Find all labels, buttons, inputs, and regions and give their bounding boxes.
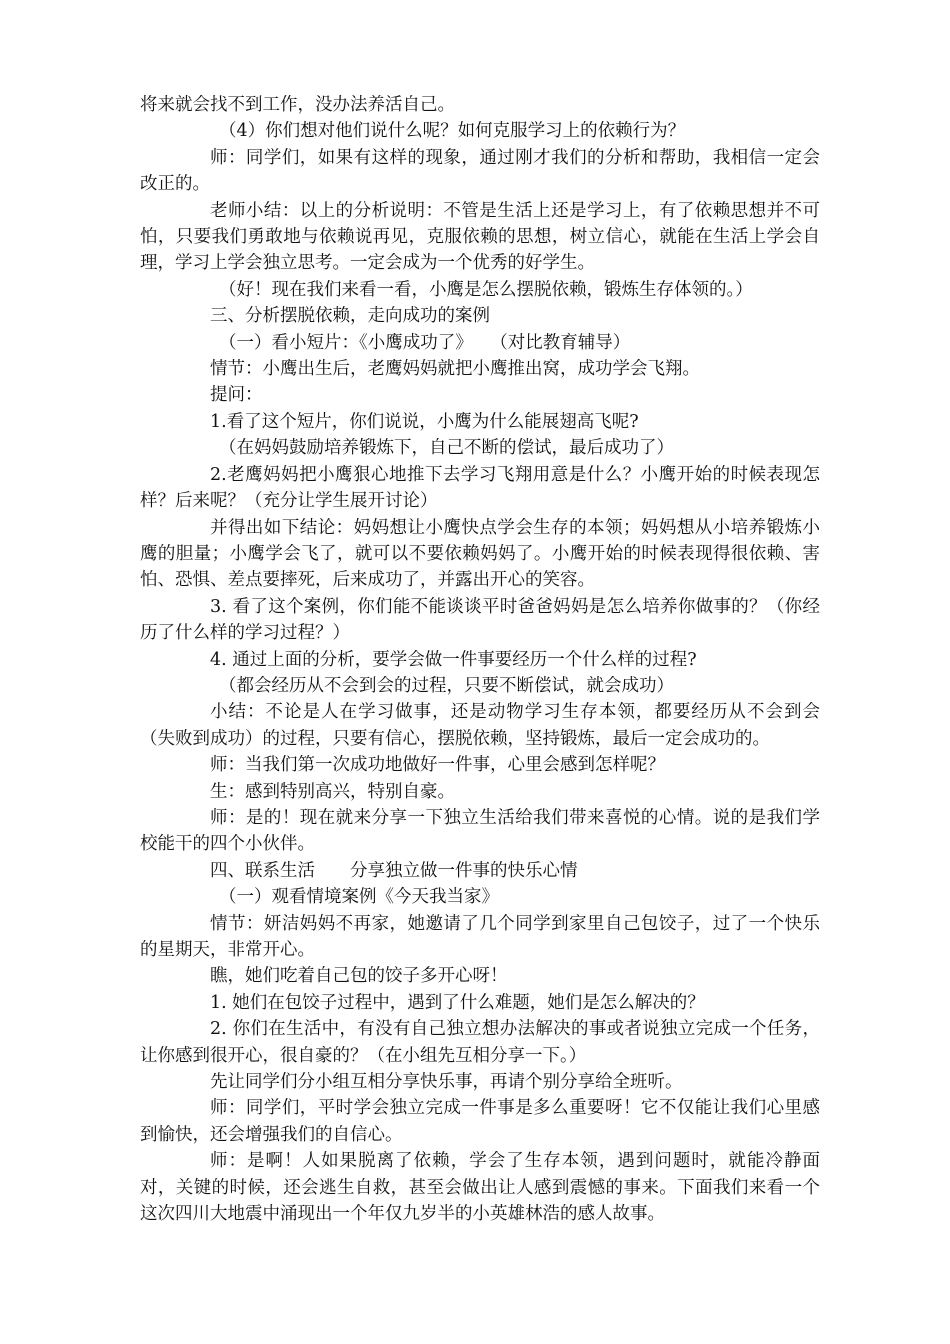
paragraph: 1.看了这个短片，你们说说，小鹰为什么能展翅高飞呢?	[210, 411, 639, 432]
paragraph: 情节：妍洁妈妈不再家，她邀请了几个同学到家里自己包饺子，过了一个快乐的星期天，非常开心。	[140, 913, 820, 960]
paragraph: 瞧，她们吃着自己包的饺子多开心呀！	[210, 966, 508, 987]
paragraph: 3. 看了这个案例，你们能不能谈谈平时爸爸妈妈是怎么培养你做事的？（你经历了什么样的学习过程？）	[140, 596, 820, 644]
paragraph: 提问：	[210, 385, 263, 406]
paragraph: 师：是啊！人如果脱离了依赖，学会了生存本领，遇到问题时，就能冷静面对，关键的时候，还会逃生自救，甚至会做出让人感到震憾的事来。下面我们来看一个这次四川大地震中涌现出一个年仅九岁半的小英雄林浩的感人故事。	[140, 1151, 820, 1225]
paragraph: （4）你们想对他们说什么呢？如何克服学习上的依赖行为？	[219, 121, 686, 142]
paragraph: 2. 你们在生活中，有没有自己独立想办法解决的事或者说独立完成一个任务，让你感到很开心，很自豪的？（在小组先互相分享一下。）	[140, 1019, 820, 1066]
paragraph: 1. 她们在包饺子过程中，遇到了什么难题，她们是怎么解决的？	[210, 992, 705, 1013]
paragraph: 小结：不论是人在学习做事，还是动物学习生存本领，都要经历从不会到会（失败到成功）的过程，只要有信心，摆脱依赖，坚持锻炼，最后一定会成功的。	[140, 702, 820, 749]
paragraph: 生：感到特别高兴，特别自豪。	[210, 781, 455, 802]
paragraph: 三、分析摆脱依赖，走向成功的案例	[210, 306, 490, 327]
paragraph: 师：同学们，平时学会独立完成一件事是多么重要呀！它不仅能让我们心里感到愉快，还会增强我们的自信心。	[140, 1098, 820, 1145]
paragraph: 师：当我们第一次成功地做好一件事，心里会感到怎样呢？	[210, 755, 665, 776]
paragraph: 并得出如下结论：妈妈想让小鹰快点学会生存的本领；妈妈想从小培养锻炼小鹰的胆量；小鹰学会飞了，就可以不要依赖妈妈了。小鹰开始的时候表现得很依赖、害怕、恐惧、差点要摔死，后来成功了，并露出开心的笑容。	[140, 517, 820, 591]
paragraph: 先让同学们分小组互相分享快乐事，再请个别分享给全班听。	[210, 1072, 683, 1093]
paragraph: 老师小结：以上的分析说明：不管是生活上还是学习上，有了依赖思想并不可怕，只要我们勇敢地与依赖说再见，克服依赖的思想，树立信心，就能在生活上学会自理，学习上学会独立思考。一定会成为一个优秀的好学生。	[140, 200, 820, 274]
paragraph: 4. 通过上面的分析，要学会做一件事要经历一个什么样的过程?	[210, 649, 697, 670]
document-body	[140, 92, 820, 1227]
paragraph: （在妈妈鼓励培养锻炼下，自己不断的偿试，最后成功了）	[219, 438, 674, 459]
paragraph: （都会经历从不会到会的过程，只要不断偿试，就会成功）	[219, 675, 674, 696]
paragraph: 2.老鹰妈妈把小鹰狠心地推下去学习飞翔用意是什么？小鹰开始的时候表现怎样？后来呢？（充分让学生展开讨论）	[140, 464, 820, 512]
paragraph: （一）观看情境案例《今天我当家》	[219, 887, 499, 908]
paragraph: 情节：小鹰出生后，老鹰妈妈就把小鹰推出窝，成功学会飞翔。	[210, 359, 700, 380]
paragraph: 将来就会找不到工作，没办法养活自己。	[140, 95, 455, 115]
paragraph: 师：是的！现在就来分享一下独立生活给我们带来喜悦的心情。说的是我们学校能干的四个小伙伴。	[140, 807, 820, 855]
paragraph: 四、联系生活 分享独立做一件事的快乐心情	[210, 860, 578, 881]
paragraph: （一）看小短片：《小鹰成功了》 （对比教育辅导）	[219, 332, 631, 353]
paragraph: （好！现在我们来看一看，小鹰是怎么摆脱依赖，锻炼生存体领的。）	[219, 279, 753, 300]
paragraph: 师：同学们，如果有这样的现象，通过刚才我们的分析和帮助，我相信一定会改正的。	[140, 147, 820, 195]
